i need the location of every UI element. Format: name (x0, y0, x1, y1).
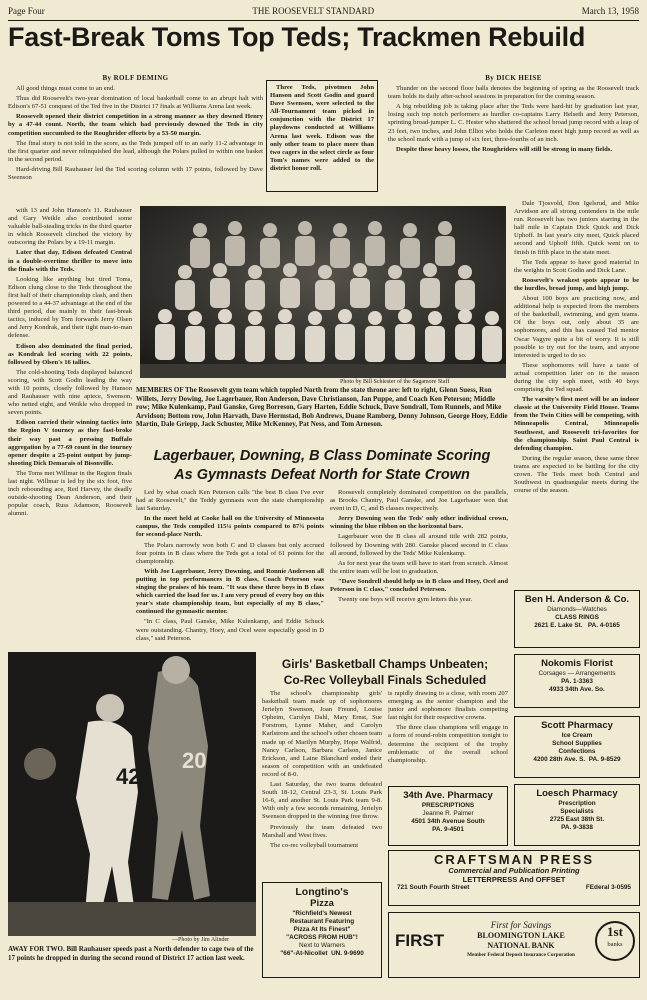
gym-photo-credit: Photo by Bill Schiester of the Sagamore Staff (340, 379, 450, 385)
story-paragraph: With Joe Lagerbauer, Jerry Downing, and Ronnie Anderson all putting in top performances in B class, Coach Peterson was singing the praises of his team. "It was these three boys in B class which carried the load for us. I am very proud of every boy on this year's state championship team, but especially of my B class," continued the gymnastic mentor. (136, 567, 324, 616)
ad-name: CRAFTSMAN PRESS (433, 852, 594, 867)
story-paragraph: Led by what coach Ken Peterson calls "the best B class I've ever had at Roosevelt," the Teddy gymnasts won the state championship last Saturday. (136, 489, 324, 513)
story-paragraph: The Teds appear to have good material in the weights in Scott Godin and Dick Lane. (514, 258, 639, 274)
ad-address: 2725 East 38th St. (549, 816, 605, 823)
ad-ben-anderson (514, 590, 640, 648)
story-paragraph: The varsity's first meet will be an indoor classic at the University Field House. Teams from the Twin Cities will be competing, with Minneapolis Central, Minneapolis Southwest, and Roosevelt tri-favorites for the championship. Saint Paul Central is defending champion. (514, 396, 639, 452)
story-paragraph: The co-rec volleyball tournament (270, 841, 359, 849)
story-paragraph: is rapidly drawing to a close, with room 207 emerging as the senior champion and the junior and sophomore finalists competing last night for their respective crowns. (388, 690, 508, 722)
ad-name: Loesch Pharmacy (536, 788, 618, 799)
gym-headline-line1: Lagerbauer, Downing, B Class Dominate Scoring (153, 448, 491, 464)
girls-headline-line1: Girls' Basketball Champs Unbeaten; (281, 657, 489, 671)
ad-address: 4933 34th Ave. So. (549, 686, 605, 693)
gym-headline (134, 447, 510, 485)
gym-photo-caption: MEMBERS OF The Roosevelt gym team which toppled North from the state throne are: left to right, Glenn Suess, Ron Willets, Jerry Dowing, Joe Lagerbauer, Ron Anderson, Dave Christianson, Jan Puppe, and Coach Ken Peterson; Middle row; Mike Kulenkamp, Paul Ganske, Greg Borreson, Gary Harten, Eddie Schuck, Dave Sondrall, Tom Runnels, and Mike Arvidson; Bottom row, John Harvath, Dave Hermstad, Bob Andrews, Duane Ramberg, Denny Johnson, George Hoey, Eddie Martin, Dale Griepp, Jack Schuster, Mike McKenney, Pat Ness, and Tom Arneson. (136, 386, 508, 429)
girls-story-right (388, 690, 508, 782)
ad-nokomis-florist (514, 654, 640, 708)
ad-name: Ben H. Anderson & Co. (524, 594, 630, 605)
ad-craftsman-press (388, 850, 640, 906)
ad-phone: FEderal 3-0595 (585, 884, 631, 891)
ad-phone: PA. 1-3363 (561, 678, 593, 685)
ad-phone: PA. 9-8529 (588, 756, 621, 763)
ad-phone: UN. 9-9690 (331, 950, 364, 957)
main-headline: Fast-Break Toms Top Teds; Trackmen Rebuild (8, 22, 586, 52)
logo-text: banks (607, 941, 623, 948)
story-paragraph: Looking like anything but tired Toms, Edison clung close to the Teds throughout the first half of their championship clash, and then powered to a 44-37 advantage at the end of the third period, due mainly to their fast-break tactics, induced by Tom forwards Jerry Olsen and Jerry Kondrak, and their tight man-to-man defense. (8, 275, 132, 340)
story-paragraph: Thunder on the second floor halls denotes the beginning of spring as the Roosevelt track team holds its daily after-school sessions in preparation for the coming season. (388, 85, 639, 101)
issue-date: March 13, 1958 (581, 6, 639, 16)
story-paragraph: Jerry Downing won the Teds' only other individual crown, winning the blue ribbon on the horizontal bars. (330, 515, 508, 531)
gym-team-photo (140, 206, 506, 378)
gym-story-left (136, 489, 324, 649)
ad-phone: PA. 4-0165 (587, 622, 620, 629)
jersey-number: 42 (116, 764, 141, 789)
ad-line: Next to Warners (299, 942, 345, 949)
ad-line: Ice Cream (561, 732, 593, 739)
ad-name: Longtino's (295, 886, 349, 898)
ad-name: Pizza (310, 898, 334, 909)
ad-line: "ACROSS FROM HUB"! (286, 934, 358, 941)
girls-story-left (262, 690, 382, 878)
ad-line: Corsages — Arrangements (538, 670, 616, 677)
ad-address: 4501 34th Avenue South (411, 818, 485, 825)
girls-headline (258, 656, 512, 688)
ad-line: NATIONAL BANK (487, 941, 555, 950)
ad-name: Scott Pharmacy (541, 720, 613, 731)
story-paragraph: Dale Tjosvold, Don Igelsrud, and Mike Arvidson are all strong contenders in the mile run. Roosevelt has two juniors starring in the half mile in Captain Dick Quick and Dick Uphoff. In last year's city meet, Quick placed second and Uphoff fifth. Quick went on to finish in fifth place in the state meet. (514, 200, 639, 256)
story-paragraph: During the regular season, these same three teams are expected to be battling for the city crown. The Teds meet both Central and Southwest in quadrangular meets during the course of the season. (514, 454, 639, 495)
ad-address: 4200 28th Ave. S. (533, 756, 586, 763)
first-banks-logo (595, 921, 635, 961)
story-paragraph: Last Saturday, the two teams defeated South 18-12, Central 23-3, St. Louis Park 16-6, and another St. Louis Park team 9-8. With only a few seconds remaining, Jerielyn Swenson dropped in the winning free throw. (262, 781, 382, 821)
basketball-story-continued (8, 207, 132, 643)
basketball-story (8, 74, 263, 206)
story-paragraph: As for next year the team will have to start from scratch. Almost the entire team will be lost to graduation. (330, 559, 508, 575)
story-paragraph: Lagerbauer won the B class all around title with 282 points, followed by Downing with 280. Ganske placed second in C class all around, followed by the Teds' Mike Kulenkamp. (330, 533, 508, 557)
ad-scott-pharmacy (514, 716, 640, 778)
story-paragraph: The final story is not told in the score, as the Teds jumped off to an early 11-2 advantage in the first quarter and never relinquished the lead, although the Polars pulled to within one basket in the second period. (8, 139, 263, 163)
ad-line: PRESCRIPTIONS (421, 802, 475, 809)
bank-first-label: FIRST (395, 931, 445, 950)
ad-line: Jeanne R. Palmer (422, 810, 474, 817)
story-paragraph: These sophomores will have a taste of actual competition later on in the season during the city soph meet, with 40 boys comprising the Ted squad. (514, 361, 639, 394)
ad-line: "Richfield's Newest (292, 910, 352, 917)
story-paragraph: Roosevelt completely dominated competition on the parallels, as Brooks Chantry, Paul Ganske, and Joe Lagerbauer won that event in D, C, and B classes respectively. (330, 489, 508, 513)
all-tournament-text: Three Teds, pivotmen John Hanson and Scott Godin and guard Dave Swenson, were selected to the All-Tournament team picked in conjunction with the District 17 playdowns conducted at Williams Arena last week. Edison was the only other team to place more than two cagers in the select circle as four Tom's names were added to the district honor roll. (270, 84, 374, 172)
ad-line: School Supplies (552, 740, 602, 747)
story-paragraph: The Polars narrowly won both C and D classes but only accrued four points in B class where the Teds got a total of 61 points for the championship. (136, 541, 324, 565)
ad-longtinos-pizza (262, 882, 382, 978)
story-paragraph: Roosevelt opened their district competition in a strong manner as they downed Henry by a 47-44 count. North, the team which had previously downed the Teds in city competition succumbed to the Roughrider efforts by a 53-50 margin. (8, 113, 263, 137)
story-paragraph: Hard-driving Bill Rauhauser led the Ted scoring column with 17 points, followed by Dave Swenson (8, 165, 263, 182)
track-story-continued (514, 200, 639, 584)
newspaper-name: THE ROOSEVELT STANDARD (252, 6, 375, 16)
ad-phone: PA. 9-4501 (432, 826, 464, 833)
story-paragraph: About 100 boys are practicing now, and additional help is expected from the members of the basketball, swimming, and gym teams. Of the boys out, only about 35 are sophomores, and this has caused Ted mentor Oscar Vagyre quite a bit of worry. It is still possible to try out for the team, and anyone interested is urged to do so. (514, 295, 639, 359)
story-paragraph: Roosevelt's weakest spots appear to be the hurdles, broad jump, and high jump. (514, 276, 639, 292)
ad-bloomington-bank (388, 912, 640, 978)
ad-line: CLASS RINGS (555, 614, 599, 621)
track-byline: By DICK HEISE (485, 74, 542, 82)
story-paragraph: "Dave Sondrell should help us in B class and Hoey, Ocel and Peterson in C class," concluded Peterson. (330, 577, 508, 594)
gym-headline-line2: As Gymnasts Defeat North for State Crown (174, 467, 470, 483)
ad-line: Diamonds—Watches (547, 606, 607, 613)
story-paragraph: All good things must come to an end. (16, 85, 115, 93)
gym-story-right (330, 489, 508, 649)
jersey-number: 20 (182, 748, 207, 773)
ad-line: LETTERPRESS And OFFSET (462, 875, 566, 884)
track-story (388, 74, 639, 200)
page-header (8, 6, 639, 21)
story-paragraph: In the meet held at Cooke hall on the University of Minnesota campus, the Teds compiled 115¼ points compared to 87¾ points for second-place North. (136, 515, 324, 539)
story-paragraph: The cold-shooting Teds displayed balanced scoring, with Scott Godin leading the way with 10 points, closely followed by Hanson and Rauhauser with nine apiece, Swenson, who netted eight, and Weikle who dropped in seven points. (8, 368, 132, 417)
basketball-photo-credit: —Photo by Jim Alinder (172, 937, 230, 943)
story-paragraph: Thus did Roosevelt's two-year domination of local basketball come to an abrupt halt with Edison's 67-51 conquest of the Ted five in the District 17 finals at Williams Arena last week. (8, 95, 263, 111)
ad-line: First for Savings (490, 920, 552, 930)
story-paragraph: Edison carried their winning tactics into the Region V tourney as they fast-broke their way past a pressing Buffalo aggregation by a 77-69 count in the tourney opener despite a 25-point output by jump-shooting Dick Demarais of Bisonville. (8, 419, 132, 467)
ad-line: Specialists (560, 808, 594, 815)
ad-line: Restaurant Featuring (289, 918, 355, 925)
ad-34th-ave-pharmacy (388, 786, 508, 846)
basketball-action-photo (8, 652, 256, 936)
ad-line: BLOOMINGTON LAKE (477, 931, 565, 940)
story-paragraph: Despite these heavy losses, the Roughriders will still be strong in many fields. (396, 145, 613, 153)
story-paragraph: A big rebuilding job is taking place after the Teds were hard-hit by graduation last year, losing such top notch performers as hurdler co-captains Larry Helseth and Jerry Peterson, sprinting broad-jumper L. C. Hester who shattered the school broad jump record with a leap of 23 feet, two inches, and John Elliot who holds the Carleton meet high jump record as well as the school mark with a jump of six feet, three-fourths of an inch. (388, 103, 639, 143)
story-paragraph: Previously the team defeated two Marshall and West fives. (262, 823, 382, 839)
ad-line: Commercial and Publication Printing (448, 866, 580, 875)
story-paragraph: The school's championship girls' basketball team made up of sophomores Jerielyn Swenson, Joan Freund, Louise Opheim, Carolyn Dahl, Mary Ernst, Sue Forstrom, Lynne Maher, and Carolyn Karlstrom and the school's other chosen team made up of Marilyn Murphy, Hope Walfrid, Nancy Carlson, Barbara Carlson, Janice Erickson, and Laine Blanchard ended their season of competition with an undefeated record of 8-0. (262, 690, 382, 778)
ad-line: Pizza At Its Finest" (293, 926, 351, 933)
girls-headline-line2: Co-Rec Volleyball Finals Scheduled (283, 673, 487, 687)
ad-phone: PA. 9-3838 (561, 824, 593, 831)
story-paragraph: Twenty one boys will receive gym letters this year. (338, 596, 473, 604)
ad-name: Nokomis Florist (541, 658, 613, 669)
all-tournament-box (266, 80, 378, 192)
page-number: Page Four (8, 6, 45, 16)
ad-address: "66"-At-Nicollet (280, 950, 328, 957)
ad-name: 34th Ave. Pharmacy (403, 790, 493, 801)
story-paragraph: Edison also dominated the final period, as Kondrak led scoring with 22 points, followed by Olsen's 16 tallies. (8, 342, 132, 366)
basketball-byline: By ROLF DEMING (102, 74, 169, 82)
story-paragraph: Later that day, Edison defeated Central in a double-overtime thriller to move into the finals with the Teds. (8, 249, 132, 273)
basketball-photo-caption: AWAY FOR TWO. Bill Rauhauser speeds past a North defender to cage two of the 17 points he dropped in during the second round of District 17 action last week. (8, 945, 254, 962)
story-paragraph: The Toms met Willmar in the Region finals last night. Willmar is led by the six foot, five inch rebounding ace, Red Harvey, the deadly outside-shooting Dean Anderson, and their popular coach, Russ Adamson, Roosevelt alumni. (8, 469, 132, 518)
ad-line: Member Federal Deposit Insurance Corporation (467, 952, 575, 958)
logo-text: 1st (607, 924, 623, 939)
story-paragraph: "In C class, Paul Ganske, Mike Kulenkamp, and Eddie Schuck were outstanding. Chantry, Hoey, and Ocel were especially good in D class," said Peterson. (136, 618, 324, 642)
ad-line: Prescription (558, 800, 596, 807)
ad-address: 721 South Fourth Street (397, 884, 470, 891)
story-paragraph: The three class champions will engage in a form of round-robin competition tonight to determine the recipient of the trophy emblematic of the overall school championship. (388, 724, 508, 764)
ad-address: 2621 E. Lake St. (534, 622, 583, 629)
ad-loesch-pharmacy (514, 784, 640, 846)
ad-line: Confections (558, 748, 596, 755)
story-paragraph: with 13 and John Hanson's 11. Rauhauser and Gary Weikle also contributed some valuable ball-stealing tricks in the third quarter in which Roosevelt clinched the victory by outscoring the Polars by a 19-11 margin. (8, 207, 132, 247)
